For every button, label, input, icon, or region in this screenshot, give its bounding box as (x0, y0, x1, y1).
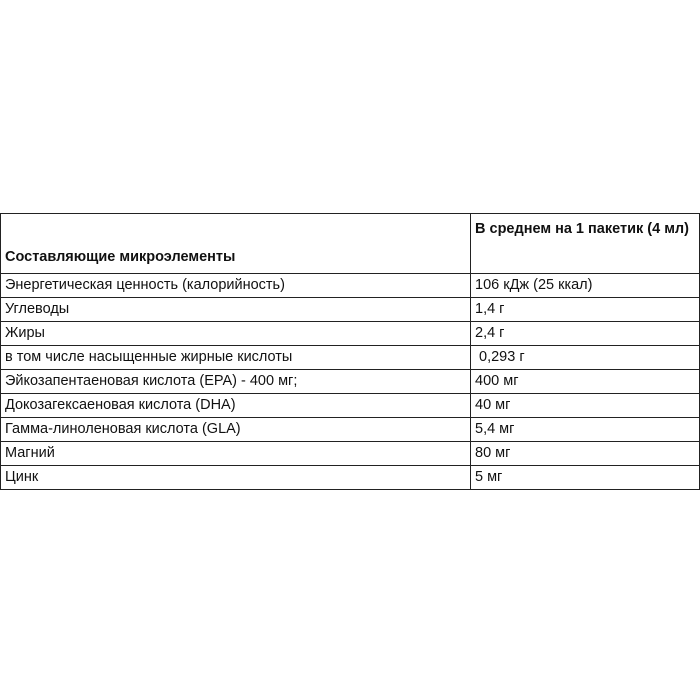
row-value: 5,4 мг (471, 418, 700, 442)
row-value: 80 мг (471, 442, 700, 466)
row-name: Докозагексаеновая кислота (DHA) (1, 394, 471, 418)
header-components: Составляющие микроэлементы (1, 214, 471, 274)
table-row (1, 298, 700, 322)
header-per-sachet: В среднем на 1 пакетик (4 мл) (471, 214, 700, 274)
row-name: Магний (1, 442, 471, 466)
table-row (1, 442, 700, 466)
row-name: в том числе насыщенные жирные кислоты (1, 346, 471, 370)
row-name: Углеводы (1, 298, 471, 322)
row-value: 106 кДж (25 ккал) (471, 274, 700, 298)
table-row (1, 394, 700, 418)
row-name: Энергетическая ценность (калорийность) (1, 274, 471, 298)
table-row (1, 346, 700, 370)
nutrition-table (0, 213, 700, 490)
table-row (1, 274, 700, 298)
table-header-row (1, 214, 700, 274)
table-row (1, 370, 700, 394)
row-name: Эйкозапентаеновая кислота (EPA) - 400 мг; (1, 370, 471, 394)
table-row (1, 466, 700, 490)
row-name: Жиры (1, 322, 471, 346)
table-row (1, 322, 700, 346)
row-value: 400 мг (471, 370, 700, 394)
row-value: 40 мг (471, 394, 700, 418)
nutrition-table-container (0, 213, 700, 490)
table-row (1, 418, 700, 442)
row-name: Гамма-линоленовая кислота (GLA) (1, 418, 471, 442)
row-name: Цинк (1, 466, 471, 490)
row-value: 2,4 г (471, 322, 700, 346)
row-value: 0,293 г (471, 346, 700, 370)
row-value: 5 мг (471, 466, 700, 490)
row-value: 1,4 г (471, 298, 700, 322)
